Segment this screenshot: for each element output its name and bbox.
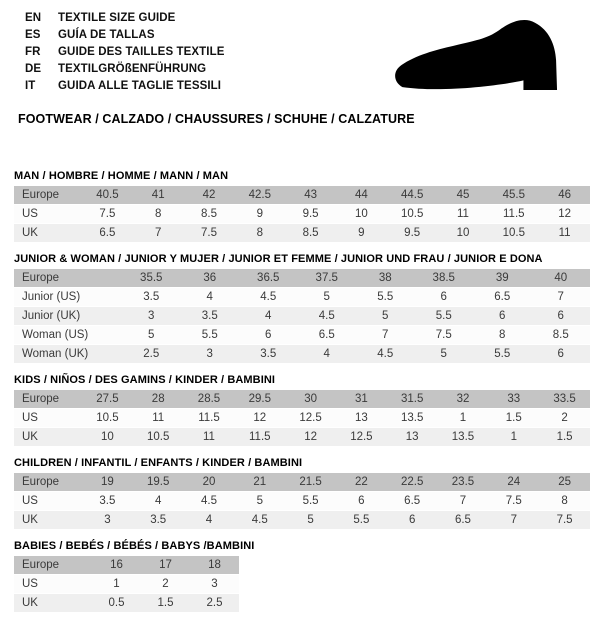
language-label: GUÍA DE TALLAS — [58, 29, 155, 41]
size-value: 5.5 — [356, 288, 415, 307]
size-value: 43 — [285, 186, 336, 205]
size-value: 12 — [539, 205, 590, 224]
size-value: 27.5 — [82, 390, 133, 409]
size-value: 45.5 — [488, 186, 539, 205]
size-value: 11.5 — [234, 428, 285, 447]
size-value: 6.5 — [473, 288, 532, 307]
language-label: TEXTILE SIZE GUIDE — [58, 12, 176, 24]
size-value: 24 — [488, 473, 539, 492]
size-value: 7 — [438, 492, 489, 511]
size-value: 35.5 — [122, 269, 181, 288]
section-title: BABIES / BEBÉS / BÉBÉS / BABYS /BAMBINI — [14, 540, 255, 552]
size-value: 42.5 — [234, 186, 285, 205]
size-value: 10 — [438, 224, 489, 243]
size-value: 4.5 — [298, 307, 357, 326]
size-value: 10.5 — [82, 409, 133, 428]
size-value: 32 — [438, 390, 489, 409]
size-value: 6 — [532, 307, 591, 326]
size-value: 3 — [82, 511, 133, 530]
size-value: 44.5 — [387, 186, 438, 205]
language-title-list — [25, 10, 225, 95]
size-value: 5.5 — [415, 307, 474, 326]
size-value: 19.5 — [133, 473, 184, 492]
size-value: 5 — [285, 511, 336, 530]
size-value: 33.5 — [539, 390, 590, 409]
size-value: 13.5 — [387, 409, 438, 428]
size-value: 7 — [532, 288, 591, 307]
size-value: 5 — [298, 288, 357, 307]
size-value: 10 — [336, 205, 387, 224]
size-value: 10.5 — [488, 224, 539, 243]
size-value: 22 — [336, 473, 387, 492]
size-value: 4.5 — [356, 345, 415, 364]
size-value: 10 — [82, 428, 133, 447]
size-value: 21 — [234, 473, 285, 492]
row-label: US — [14, 492, 82, 511]
size-value: 31 — [336, 390, 387, 409]
size-value: 6 — [415, 288, 474, 307]
size-value: 46 — [539, 186, 590, 205]
size-value: 3.5 — [133, 511, 184, 530]
size-value: 3.5 — [122, 288, 181, 307]
size-value: 6.5 — [298, 326, 357, 345]
size-value: 6 — [239, 326, 298, 345]
size-value: 6.5 — [438, 511, 489, 530]
size-value: 7.5 — [415, 326, 474, 345]
size-value: 6 — [336, 492, 387, 511]
size-value: 2.5 — [122, 345, 181, 364]
language-label: GUIDE DES TAILLES TEXTILE — [58, 46, 225, 58]
size-value: 5.5 — [473, 345, 532, 364]
size-value: 11 — [133, 409, 184, 428]
row-label: UK — [14, 594, 92, 613]
size-value: 3 — [122, 307, 181, 326]
size-value: 8.5 — [532, 326, 591, 345]
table-row — [14, 288, 590, 307]
size-table-section — [14, 253, 590, 364]
size-value: 1.5 — [141, 594, 190, 613]
size-value: 22.5 — [387, 473, 438, 492]
dress-shoe-icon — [388, 18, 584, 114]
size-value: 41 — [133, 186, 184, 205]
size-value: 36.5 — [239, 269, 298, 288]
size-value: 7.5 — [82, 205, 133, 224]
section-title: CHILDREN / INFANTIL / ENFANTS / KINDER / BAMBINI — [14, 457, 303, 469]
size-value: 31.5 — [387, 390, 438, 409]
size-value: 13 — [387, 428, 438, 447]
size-value: 19 — [82, 473, 133, 492]
size-value: 11 — [438, 205, 489, 224]
size-value: 36 — [181, 269, 240, 288]
row-label: Woman (US) — [14, 326, 122, 345]
size-value: 18 — [190, 556, 239, 575]
size-value: 7 — [356, 326, 415, 345]
language-code: IT — [25, 80, 36, 92]
table-row — [14, 473, 590, 492]
size-value: 11.5 — [488, 205, 539, 224]
size-value: 1 — [92, 575, 141, 594]
language-label: GUIDA ALLE TAGLIE TESSILI — [58, 80, 222, 92]
size-value: 2.5 — [190, 594, 239, 613]
size-value: 6.5 — [387, 492, 438, 511]
size-value: 0.5 — [92, 594, 141, 613]
size-value: 37.5 — [298, 269, 357, 288]
table-row — [14, 390, 590, 409]
size-value: 4 — [298, 345, 357, 364]
size-table-section — [14, 457, 590, 530]
size-value: 42 — [184, 186, 235, 205]
table-row — [14, 575, 239, 594]
section-title: KIDS / NIÑOS / DES GAMINS / KINDER / BAMBINI — [14, 374, 276, 386]
size-value: 23.5 — [438, 473, 489, 492]
language-code: ES — [25, 29, 41, 41]
size-value: 12 — [285, 428, 336, 447]
size-value: 1.5 — [488, 409, 539, 428]
size-value: 11 — [539, 224, 590, 243]
language-row — [25, 27, 225, 44]
size-value: 28 — [133, 390, 184, 409]
row-label: Europe — [14, 473, 82, 492]
size-value: 4.5 — [184, 492, 235, 511]
row-label: Europe — [14, 556, 92, 575]
size-value: 4.5 — [239, 288, 298, 307]
table-row — [14, 326, 590, 345]
row-label: US — [14, 409, 82, 428]
row-label: Woman (UK) — [14, 345, 122, 364]
language-row — [25, 78, 225, 95]
size-value: 11 — [184, 428, 235, 447]
size-value: 7.5 — [539, 511, 590, 530]
table-row — [14, 345, 590, 364]
language-code: DE — [25, 63, 42, 75]
table-row — [14, 492, 590, 511]
size-value: 7.5 — [488, 492, 539, 511]
size-value: 8 — [234, 224, 285, 243]
size-table-section — [14, 540, 590, 613]
section-title: JUNIOR & WOMAN / JUNIOR Y MUJER / JUNIOR ET FEMME / JUNIOR UND FRAU / JUNIOR E DONA — [14, 253, 543, 265]
size-value: 10.5 — [387, 205, 438, 224]
table-row — [14, 269, 590, 288]
size-tables — [14, 170, 590, 623]
table-row — [14, 224, 590, 243]
size-value: 5.5 — [285, 492, 336, 511]
size-value: 13 — [336, 409, 387, 428]
size-value: 8 — [539, 492, 590, 511]
size-value: 38.5 — [415, 269, 474, 288]
language-label: TEXTILGRÖßENFÜHRUNG — [58, 63, 207, 75]
size-value: 4 — [184, 511, 235, 530]
size-value: 20 — [184, 473, 235, 492]
size-value: 6 — [473, 307, 532, 326]
size-value: 8 — [133, 205, 184, 224]
size-value: 12 — [234, 409, 285, 428]
row-label: Europe — [14, 186, 82, 205]
table-row — [14, 511, 590, 530]
size-value: 6.5 — [82, 224, 133, 243]
size-value: 45 — [438, 186, 489, 205]
size-value: 8.5 — [285, 224, 336, 243]
size-value: 21.5 — [285, 473, 336, 492]
table-row — [14, 205, 590, 224]
size-value: 3.5 — [239, 345, 298, 364]
size-value: 10.5 — [133, 428, 184, 447]
row-label: UK — [14, 224, 82, 243]
size-value: 4 — [239, 307, 298, 326]
size-value: 25 — [539, 473, 590, 492]
size-value: 1 — [438, 409, 489, 428]
size-value: 44 — [336, 186, 387, 205]
size-value: 7 — [488, 511, 539, 530]
size-value: 38 — [356, 269, 415, 288]
size-value: 5 — [234, 492, 285, 511]
language-row — [25, 44, 225, 61]
table-row — [14, 594, 239, 613]
size-value: 40.5 — [82, 186, 133, 205]
table-row — [14, 307, 590, 326]
size-value: 16 — [92, 556, 141, 575]
size-value: 3.5 — [82, 492, 133, 511]
size-value: 5.5 — [181, 326, 240, 345]
size-value: 4 — [133, 492, 184, 511]
size-value: 13.5 — [438, 428, 489, 447]
size-value: 12.5 — [285, 409, 336, 428]
size-value: 39 — [473, 269, 532, 288]
section-title: MAN / HOMBRE / HOMME / MANN / MAN — [14, 170, 229, 182]
size-value: 7 — [133, 224, 184, 243]
size-value: 9 — [336, 224, 387, 243]
size-value: 3 — [190, 575, 239, 594]
size-value: 5 — [356, 307, 415, 326]
size-value: 3.5 — [181, 307, 240, 326]
table-row — [14, 186, 590, 205]
size-value: 11.5 — [184, 409, 235, 428]
size-table — [14, 186, 590, 243]
row-label: Junior (US) — [14, 288, 122, 307]
size-value: 1.5 — [539, 428, 590, 447]
size-value: 29.5 — [234, 390, 285, 409]
size-value: 9.5 — [285, 205, 336, 224]
row-label: UK — [14, 428, 82, 447]
size-table — [14, 390, 590, 447]
size-value: 2 — [539, 409, 590, 428]
row-label: UK — [14, 511, 82, 530]
language-code: FR — [25, 46, 41, 58]
size-table — [14, 556, 239, 613]
size-table-section — [14, 170, 590, 243]
size-value: 5 — [415, 345, 474, 364]
category-title: FOOTWEAR / CALZADO / CHAUSSURES / SCHUHE / CALZATURE — [18, 112, 415, 126]
size-value: 33 — [488, 390, 539, 409]
size-value: 40 — [532, 269, 591, 288]
size-value: 9.5 — [387, 224, 438, 243]
size-value: 6 — [532, 345, 591, 364]
size-value: 17 — [141, 556, 190, 575]
table-row — [14, 428, 590, 447]
size-value: 5.5 — [336, 511, 387, 530]
size-value: 12.5 — [336, 428, 387, 447]
size-value: 7.5 — [184, 224, 235, 243]
size-value: 30 — [285, 390, 336, 409]
row-label: US — [14, 205, 82, 224]
size-value: 28.5 — [184, 390, 235, 409]
table-row — [14, 556, 239, 575]
size-value: 4.5 — [234, 511, 285, 530]
row-label: Europe — [14, 390, 82, 409]
language-row — [25, 61, 225, 78]
size-value: 1 — [488, 428, 539, 447]
size-value: 5 — [122, 326, 181, 345]
language-code: EN — [25, 12, 42, 24]
row-label: Europe — [14, 269, 122, 288]
table-row — [14, 409, 590, 428]
size-value: 6 — [387, 511, 438, 530]
size-value: 2 — [141, 575, 190, 594]
size-value: 3 — [181, 345, 240, 364]
size-table-section — [14, 374, 590, 447]
size-value: 4 — [181, 288, 240, 307]
language-row — [25, 10, 225, 27]
size-table — [14, 269, 590, 364]
row-label: US — [14, 575, 92, 594]
size-table — [14, 473, 590, 530]
size-value: 9 — [234, 205, 285, 224]
size-value: 8.5 — [184, 205, 235, 224]
row-label: Junior (UK) — [14, 307, 122, 326]
size-value: 8 — [473, 326, 532, 345]
